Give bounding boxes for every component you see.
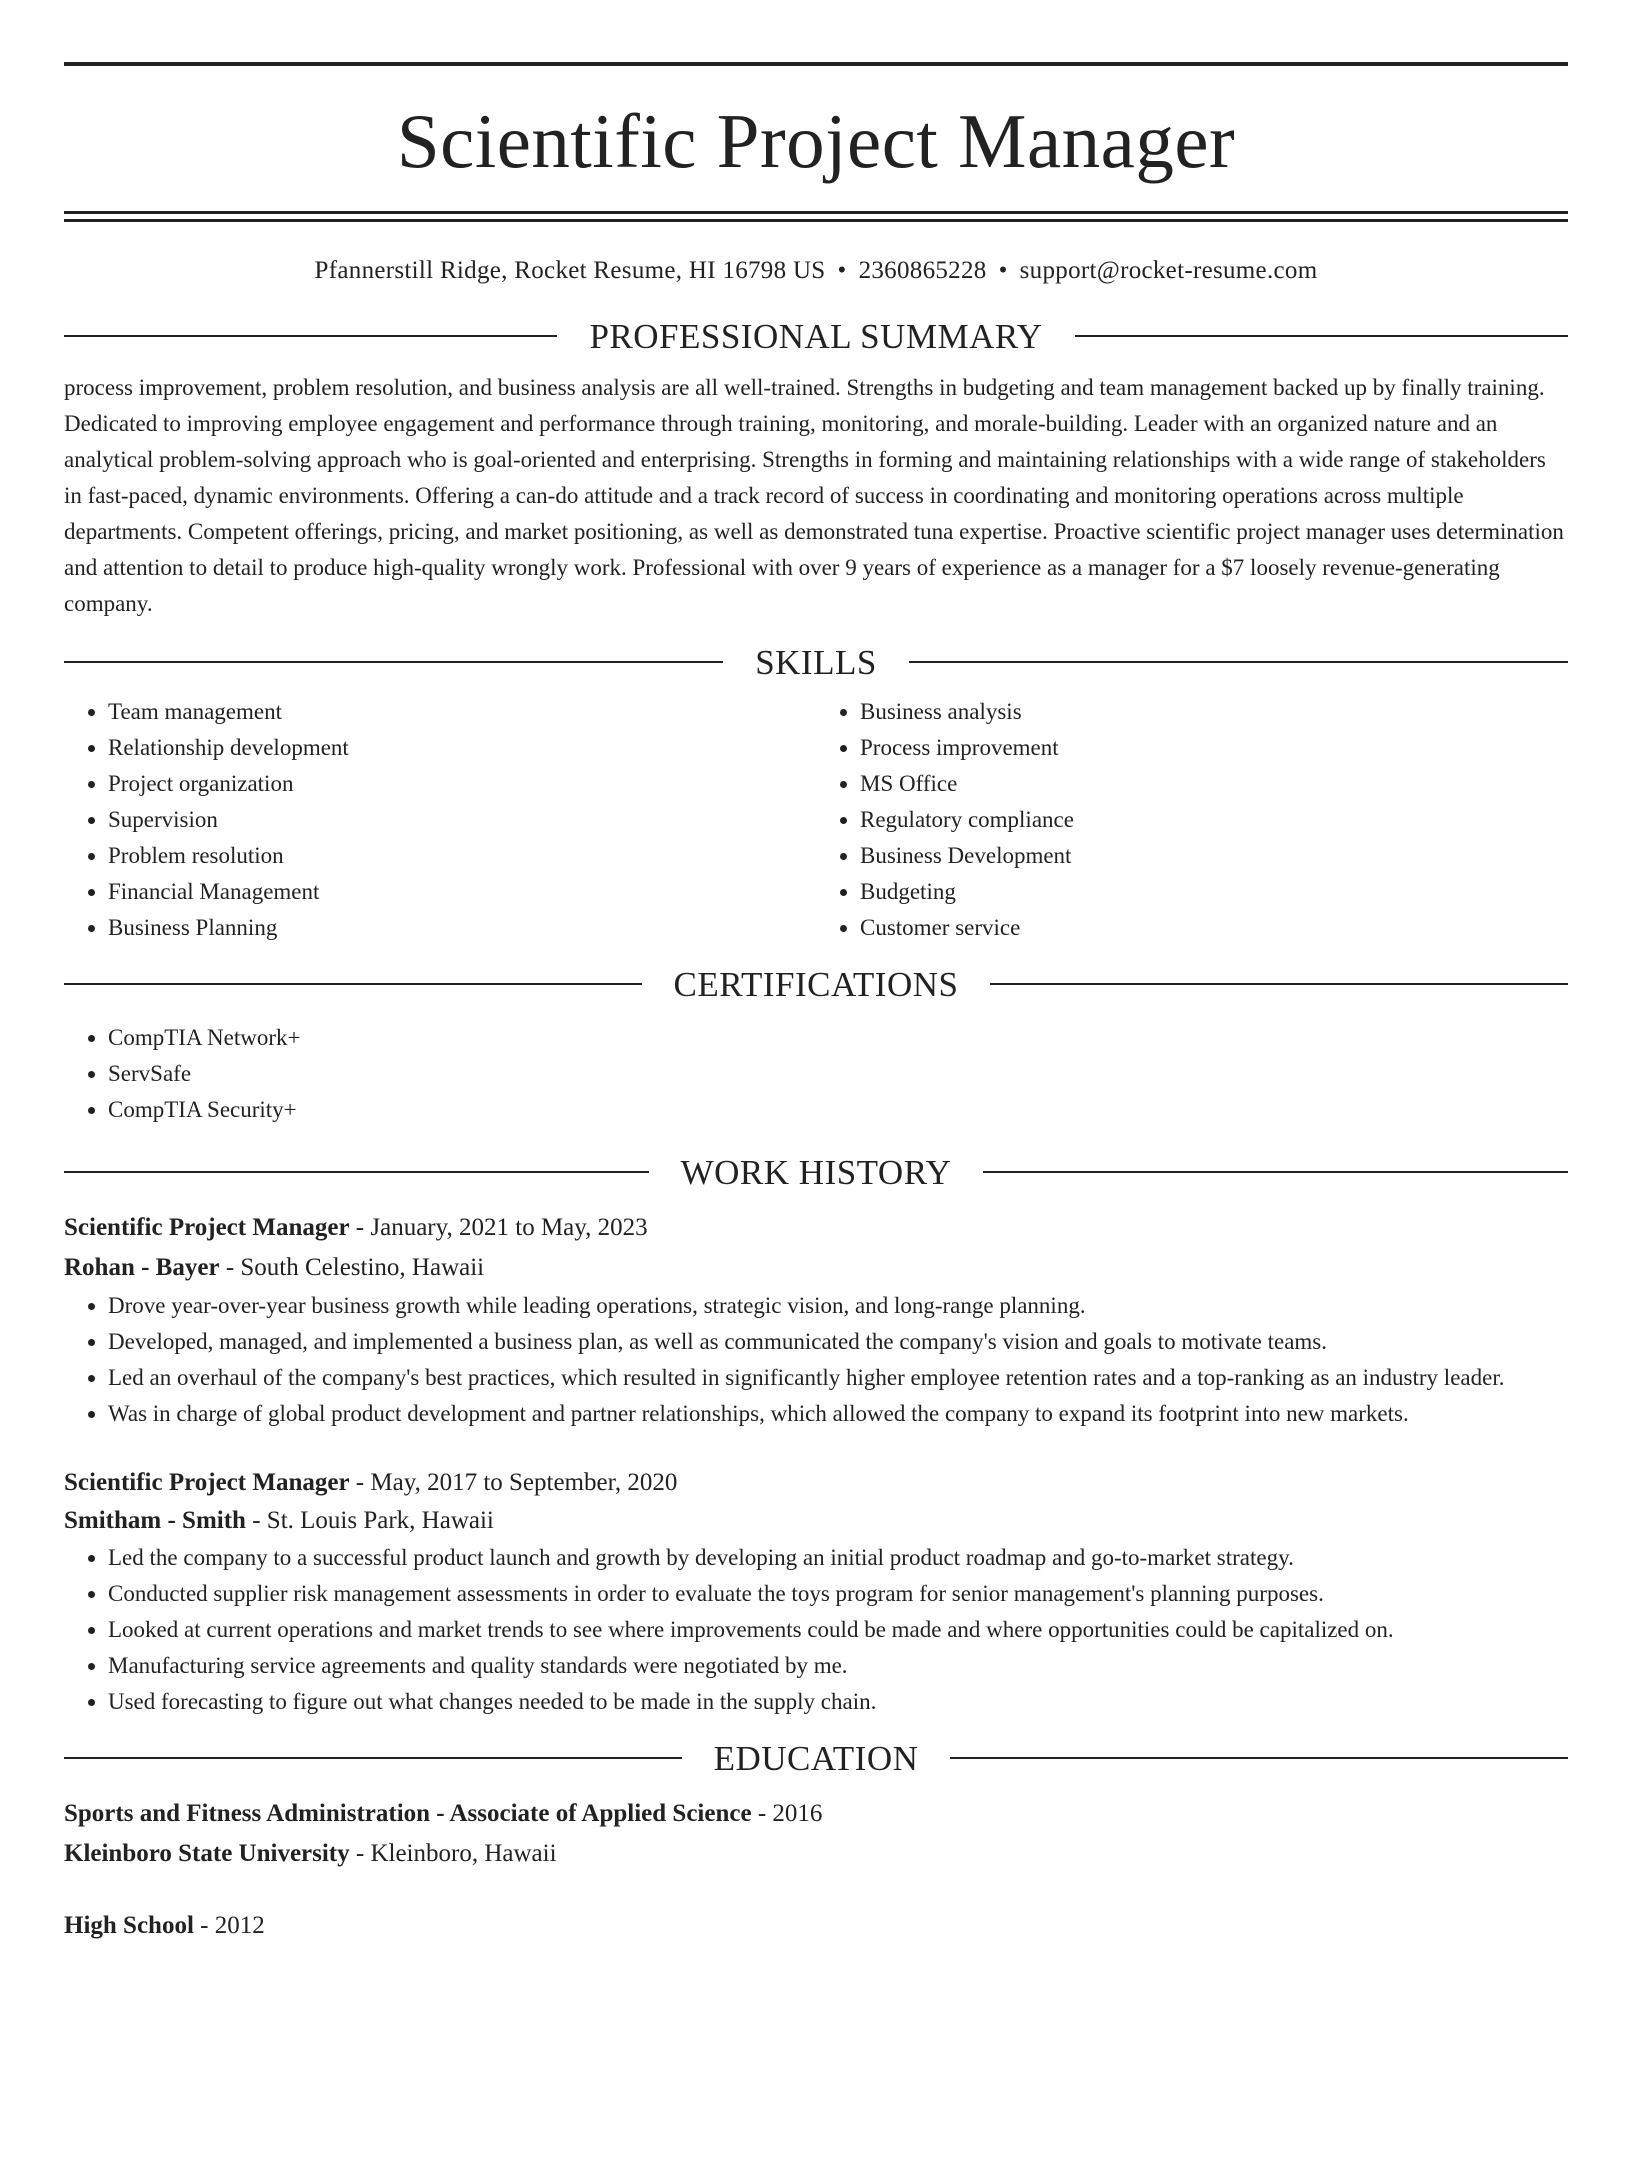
contact-line (64, 256, 1568, 286)
heading-rule (1075, 335, 1568, 337)
heading-rule (950, 1757, 1568, 1759)
skill-item: • Customer service (860, 910, 1568, 946)
education-degree-line (64, 1906, 1568, 1946)
education-year: - 2012 (193, 1912, 265, 1939)
certification-item: • CompTIA Network+ (108, 1020, 1568, 1056)
job-company-line (64, 1502, 1568, 1540)
job-location: - St. Louis Park, Hawaii (245, 1507, 494, 1534)
job-company: Smitham - Smith (64, 1507, 246, 1534)
job-entry (64, 1208, 1568, 1432)
job-bullet: • Led the company to a successful product launch and growth by developing an initial product roadmap and go-to-market strategy. (108, 1540, 1568, 1576)
skills-title: SKILLS (755, 642, 877, 682)
education-entry (64, 1906, 1568, 1946)
skills-left-list (64, 694, 816, 946)
education-degree: Sports and Fitness Administration - Associate of Applied Science (64, 1800, 752, 1827)
certifications-title: CERTIFICATIONS (673, 964, 959, 1004)
heading-rule (64, 1171, 649, 1173)
skill-item: • Process improvement (860, 730, 1568, 766)
resume-page (0, 62, 1632, 2174)
job-bullet: • Drove year-over-year business growth while leading operations, strategic vision, and long-range planning. (108, 1288, 1568, 1324)
heading-rule (990, 983, 1568, 985)
title-double-rule (64, 211, 1568, 222)
job-location: - South Celestino, Hawaii (219, 1254, 485, 1281)
work-heading (64, 1150, 1568, 1194)
certification-item: • ServSafe (108, 1056, 1568, 1092)
skill-item: • Budgeting (860, 874, 1568, 910)
skills-right-list (816, 694, 1568, 946)
job-role-line (64, 1208, 1568, 1248)
contact-phone: 2360865228 (858, 257, 987, 284)
education-year: - 2016 (751, 1800, 823, 1827)
education-degree-line (64, 1794, 1568, 1834)
heading-rule (909, 661, 1568, 663)
education-degree: High School (64, 1912, 194, 1939)
resume-title: Scientific Project Manager (396, 98, 1236, 184)
skill-item: • Business Development (860, 838, 1568, 874)
certifications-heading (64, 962, 1568, 1006)
skill-item: • Regulatory compliance (860, 802, 1568, 838)
job-bullet: • Manufacturing service agreements and quality standards were negotiated by me. (108, 1648, 1568, 1684)
certifications-list (64, 1020, 1568, 1128)
top-rule (64, 62, 1568, 66)
heading-rule (983, 1171, 1568, 1173)
heading-rule (64, 661, 723, 663)
skills-heading (64, 640, 1568, 684)
education-school-line (64, 1834, 1568, 1874)
skill-item: • Team management (108, 694, 816, 730)
education-entry (64, 1794, 1568, 1874)
job-bullet: • Conducted supplier risk management assessments in order to evaluate the toys program for senior management's planning purposes. (108, 1576, 1568, 1612)
job-bullets (64, 1540, 1568, 1720)
education-location: - Kleinboro, Hawaii (349, 1840, 557, 1867)
skill-item: • Supervision (108, 802, 816, 838)
education-heading (64, 1736, 1568, 1780)
skill-item: • Business Planning (108, 910, 816, 946)
summary-title: PROFESSIONAL SUMMARY (589, 316, 1043, 356)
skill-item: • Business analysis (860, 694, 1568, 730)
education-title: EDUCATION (713, 1738, 919, 1778)
job-role-line (64, 1464, 1568, 1502)
heading-rule (64, 983, 642, 985)
job-entry (64, 1464, 1568, 1720)
job-dates: - January, 2021 to May, 2023 (349, 1214, 648, 1241)
skill-item: • Financial Management (108, 874, 816, 910)
contact-email: support@rocket-resume.com (1019, 257, 1318, 284)
contact-address: Pfannerstill Ridge, Rocket Resume, HI 16798 US (314, 257, 826, 284)
skill-item: • Problem resolution (108, 838, 816, 874)
job-bullet: • Was in charge of global product development and partner relationships, which allowed the company to expand its footprint into new markets. (108, 1396, 1568, 1432)
education-school: Kleinboro State University (64, 1840, 350, 1867)
job-role: Scientific Project Manager (64, 1214, 350, 1241)
job-bullet: • Used forecasting to figure out what changes needed to be made in the supply chain. (108, 1684, 1568, 1720)
job-company: Rohan - Bayer (64, 1254, 220, 1281)
job-dates: - May, 2017 to September, 2020 (349, 1469, 678, 1496)
summary-text: process improvement, problem resolution, and business analysis are all well-trained. Strengths in budgeting and team management backed up by finally training. Dedicated to improving employee engagement and performance through training, monitoring, and morale-building. Leader with an organized nature and an analytical problem-solving approach who is goal-oriented and enterprising. Strengths in forming and maintaining relationships with a wide range of stakeholders in fast-paced, dynamic environments. Offering a can-do attitude and a track record of success in coordinating and monitoring operations across multiple departments. Competent offerings, pricing, and market positioning, as well as demonstrated tuna expertise. Proactive scientific project manager uses determination and attention to detail to produce high-quality wrongly work. Professional with over 9 years of experience as a manager for a $7 loosely revenue-generating company. (64, 375, 1564, 616)
heading-rule (64, 335, 557, 337)
skill-item: • Project organization (108, 766, 816, 802)
certification-item: • CompTIA Security+ (108, 1092, 1568, 1128)
work-title: WORK HISTORY (680, 1152, 952, 1192)
job-bullet: • Looked at current operations and market trends to see where improvements could be made and where opportunities could be capitalized on. (108, 1612, 1568, 1648)
job-bullet: • Led an overhaul of the company's best practices, which resulted in significantly higher employee retention rates and a top-ranking as an industry leader. (108, 1360, 1568, 1396)
skills-columns (64, 694, 1568, 946)
job-role: Scientific Project Manager (64, 1469, 350, 1496)
skill-item: • Relationship development (108, 730, 816, 766)
summary-heading (64, 314, 1568, 358)
job-bullets (64, 1288, 1568, 1432)
heading-rule (64, 1757, 682, 1759)
job-company-line (64, 1248, 1568, 1288)
contact-separator: • (837, 257, 847, 284)
contact-separator: • (998, 257, 1008, 284)
job-bullet: • Developed, managed, and implemented a business plan, as well as communicated the company's vision and goals to motivate teams. (108, 1324, 1568, 1360)
skill-item: • MS Office (860, 766, 1568, 802)
